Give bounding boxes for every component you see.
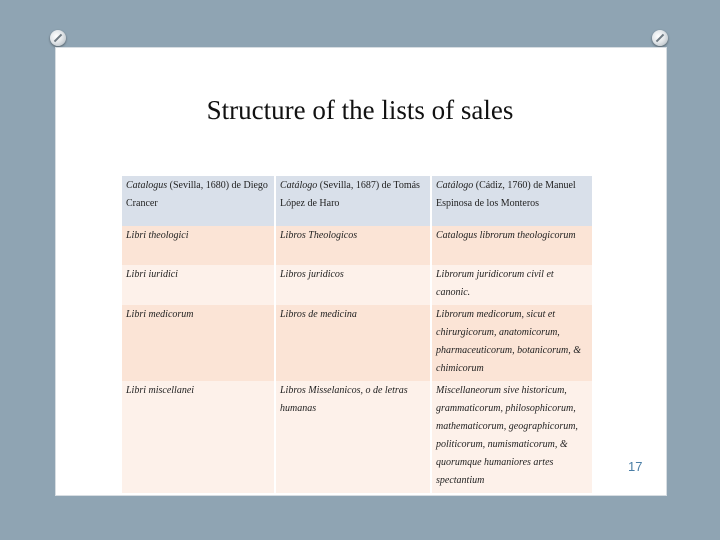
catalog-details: (Sevilla, 1687) de Tomás López de Haro xyxy=(280,180,420,209)
catalog-name: Catalogus xyxy=(126,180,168,191)
page-number: 17 xyxy=(628,459,643,474)
slide-title: Structure of the lists of sales xyxy=(206,95,514,125)
header-cell-crancer xyxy=(122,176,274,226)
table-cell: Libri miscellanei xyxy=(122,381,274,493)
table-row xyxy=(122,265,592,305)
table-cell: Libros de medicina xyxy=(276,305,430,381)
catalog-details: (Cádiz, 1760) de Manuel Espinosa de los Monteros xyxy=(436,180,576,209)
sales-lists-table xyxy=(120,176,594,493)
table-cell: Catalogus librorum theologicorum xyxy=(432,226,592,265)
table-cell: Libri iuridici xyxy=(122,265,274,305)
catalog-name: Catálogo xyxy=(280,180,318,191)
pushpin-icon xyxy=(50,30,66,46)
table-cell: Librorum juridicorum civil et canonic. xyxy=(432,265,592,305)
table-cell: Miscellaneorum sive historicum, grammaticorum, philosophicorum, mathematicorum, geographicorum, politicorum, numismaticorum, & quorumque humaniores artes spectantium xyxy=(432,381,592,493)
table-cell: Libros Theologicos xyxy=(276,226,430,265)
table-cell: Libri medicorum xyxy=(122,305,274,381)
pushpin-icon xyxy=(652,30,668,46)
table-cell: Libri theologici xyxy=(122,226,274,265)
table-row xyxy=(122,305,592,381)
header-cell-espinosa xyxy=(432,176,592,226)
catalog-name: Catálogo xyxy=(436,180,474,191)
catalog-details: (Sevilla, 1680) de Diego Crancer xyxy=(126,180,268,209)
header-cell-lopez-de-haro xyxy=(276,176,430,226)
table-cell: Librorum medicorum, sicut et chirurgicorum, anatomicorum, pharmaceuticorum, botanicorum, & chimicorum xyxy=(432,305,592,381)
table-cell: Libros juridicos xyxy=(276,265,430,305)
table-row xyxy=(122,381,592,493)
table-header-row xyxy=(122,176,592,226)
table-cell: Libros Misselanicos, o de letras humanas xyxy=(276,381,430,493)
table-row xyxy=(122,226,592,265)
